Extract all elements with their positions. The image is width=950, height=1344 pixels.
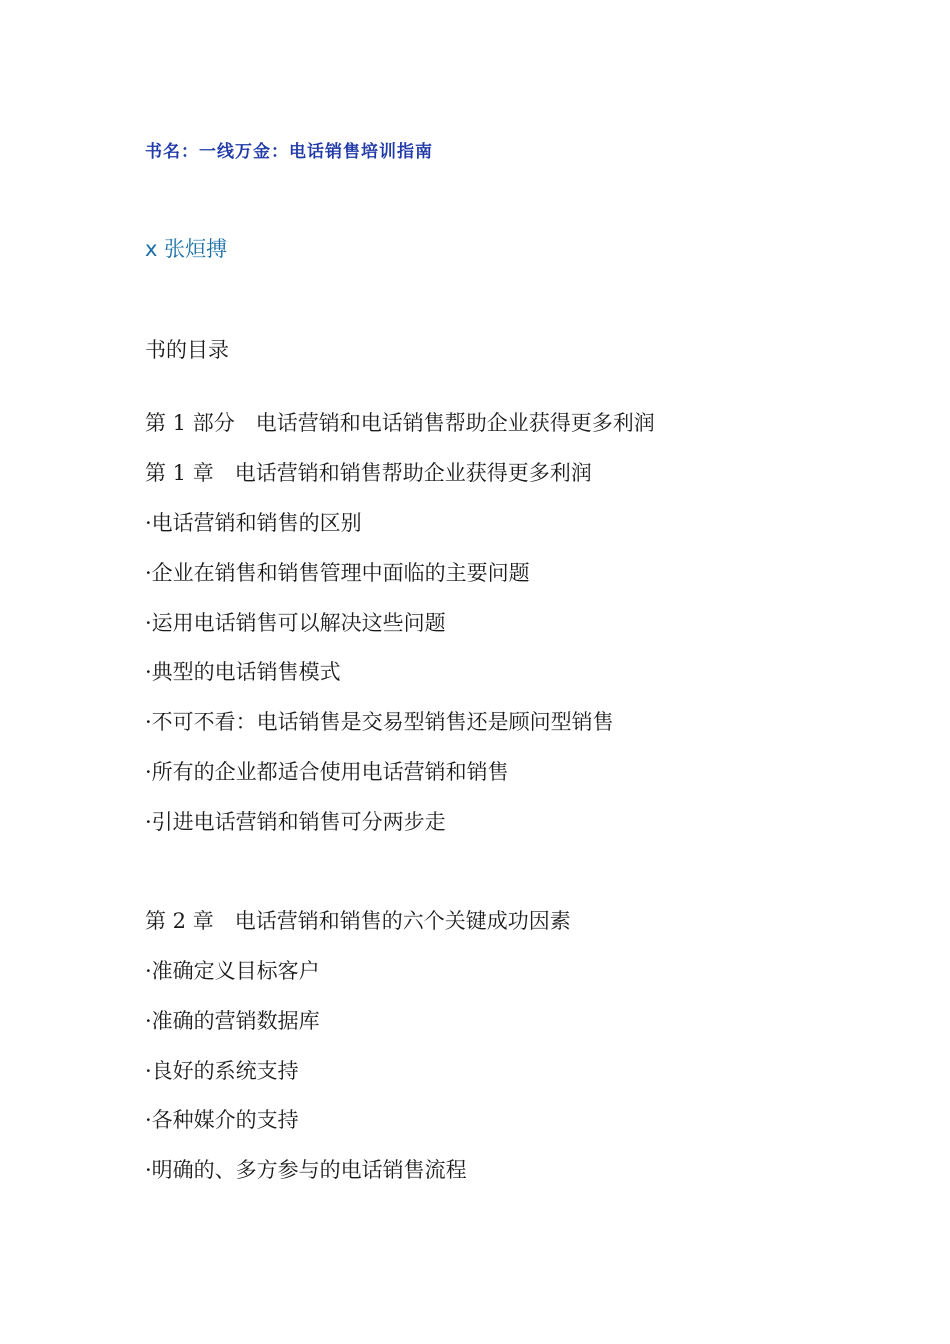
- toc-item: ·引进电话营销和销售可分两步走: [145, 810, 446, 834]
- toc-item: ·准确定义目标客户: [145, 959, 320, 983]
- toc-item: ·良好的系统支持: [145, 1059, 299, 1083]
- toc-item: ·电话营销和销售的区别: [145, 511, 362, 535]
- toc-item: ·典型的电话销售模式: [145, 660, 341, 684]
- toc-item: ·企业在销售和销售管理中面临的主要问题: [145, 561, 530, 585]
- toc-heading: 书的目录: [145, 338, 229, 362]
- toc-item: ·不可不看：电话销售是交易型销售还是顾问型销售: [145, 710, 614, 734]
- toc-part-1: 第 1 部分 电话营销和电话销售帮助企业获得更多利润: [145, 411, 655, 435]
- toc-item: ·明确的、多方参与的电话销售流程: [145, 1158, 467, 1182]
- author: x 张烜搏: [145, 237, 228, 261]
- toc-item: ·所有的企业都适合使用电话营销和销售: [145, 760, 509, 784]
- book-title: 书名：一线万金：电话销售培训指南: [145, 142, 433, 162]
- toc-item: ·各种媒介的支持: [145, 1108, 299, 1132]
- toc-item: ·运用电话销售可以解决这些问题: [145, 611, 446, 635]
- toc-chapter-1-title: 第 1 章 电话营销和销售帮助企业获得更多利润: [145, 461, 592, 485]
- toc-item: ·准确的营销数据库: [145, 1009, 320, 1033]
- toc-chapter-2-title: 第 2 章 电话营销和销售的六个关键成功因素: [145, 909, 571, 933]
